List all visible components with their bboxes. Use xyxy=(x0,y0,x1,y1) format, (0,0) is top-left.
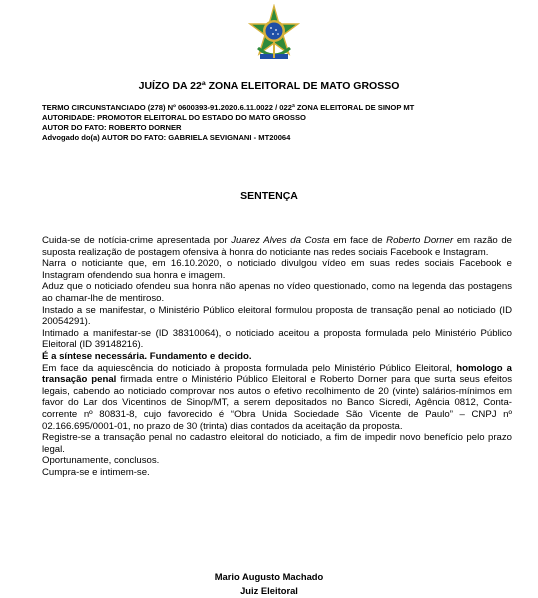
text-segment: em razão de suposta realização de postagem ofensiva à honra do noticiante nas redes sociais Facebook e Instagram. xyxy=(42,235,513,258)
case-number-line: TERMO CIRCUNSTANCIADO (278) Nº 0600393-91.2020.6.11.0022 / 022ª ZONA ELEITORAL DE SINOP MT xyxy=(42,103,415,112)
coat-of-arms-icon xyxy=(246,4,302,64)
paragraph-9: Oportunamente, conclusos. xyxy=(42,455,160,467)
signature-block xyxy=(0,570,538,598)
judge-role: Juiz Eleitoral xyxy=(240,585,298,596)
judge-name: Mario Augusto Machado xyxy=(214,571,324,582)
defendant-line: AUTOR DO FATO: ROBERTO DORNER xyxy=(42,123,182,132)
document-title: SENTENÇA xyxy=(240,190,298,202)
case-metadata xyxy=(42,103,512,143)
paragraph-7 xyxy=(42,363,512,433)
summary-statement: É a síntese necessária. Fundamento e decido. xyxy=(42,350,252,362)
paragraph-5: Intimado a manifestar-se (ID 38310064), o noticiado aceitou a proposta formulada pelo Ministério Público Eleitoral (ID 39148216). xyxy=(42,327,512,351)
attorney-line: Advogado do(a) AUTOR DO FATO: GABRIELA SEVIGNANI - MT20064 xyxy=(42,133,291,142)
text-segment: em face de xyxy=(329,235,387,246)
paragraph-1 xyxy=(42,235,512,258)
text-segment: Cuida-se de notícia-crime apresentada por xyxy=(42,235,232,246)
defendant-name: Roberto Dorner xyxy=(386,235,454,246)
sentence-body xyxy=(42,235,512,478)
authority-line: AUTORIDADE: PROMOTOR ELEITORAL DO ESTADO DO MATO GROSSO xyxy=(42,113,306,122)
paragraph-3: Aduz que o noticiado ofendeu sua honra não apenas no vídeo questionado, como na legenda das postagens ao chamar-lhe de mentiroso. xyxy=(42,281,512,304)
complainant-name: Juarez Alves da Costa xyxy=(231,235,330,246)
paragraph-2: Narra o noticiante que, em 16.10.2020, o noticiado divulgou vídeo em suas redes sociais Facebook e Instagram ofendendo sua honra e imagem. xyxy=(42,258,512,281)
paragraph-4: Instado a se manifestar, o Ministério Público eleitoral formulou proposta de transação penal ao noticiado (ID 20054291). xyxy=(42,304,512,328)
paragraph-8: Registre-se a transação penal no cadastro eleitoral do noticiado, a fim de impedir novo benefício pelo prazo legal. xyxy=(42,432,512,455)
ruling-phrase: homologo a transação penal xyxy=(42,362,513,386)
court-heading: JUÍZO DA 22ª ZONA ELEITORAL DE MATO GROSSO xyxy=(138,80,400,92)
paragraph-6 xyxy=(42,351,512,363)
text-segment: Em face da aquiescência do noticiado à proposta formulada pelo Ministério Público Eleitoral, xyxy=(42,362,457,374)
text-segment: firmada entre o Ministério Público Eleitoral e Roberto Dorner para que surta seus efeitos legais, cabendo ao noticiado comprovar nos autos o efetivo recolhimento de 20 (vinte) salários-mínimos em favor do Lar dos Vicentinos de Sinop/MT, a serem depositados no Banco Sicredi, Agência 0812, Conta-corrente nº 80831-8, cujo favorecido é “Obra Unida Sociedade São Vicente de Paulo” – CNPJ nº 02.166.695/0001-01, no prazo de 30 (trinta) dias contados da aceitação da proposta. xyxy=(42,374,512,432)
paragraph-10: Cumpra-se e intimem-se. xyxy=(42,466,150,478)
